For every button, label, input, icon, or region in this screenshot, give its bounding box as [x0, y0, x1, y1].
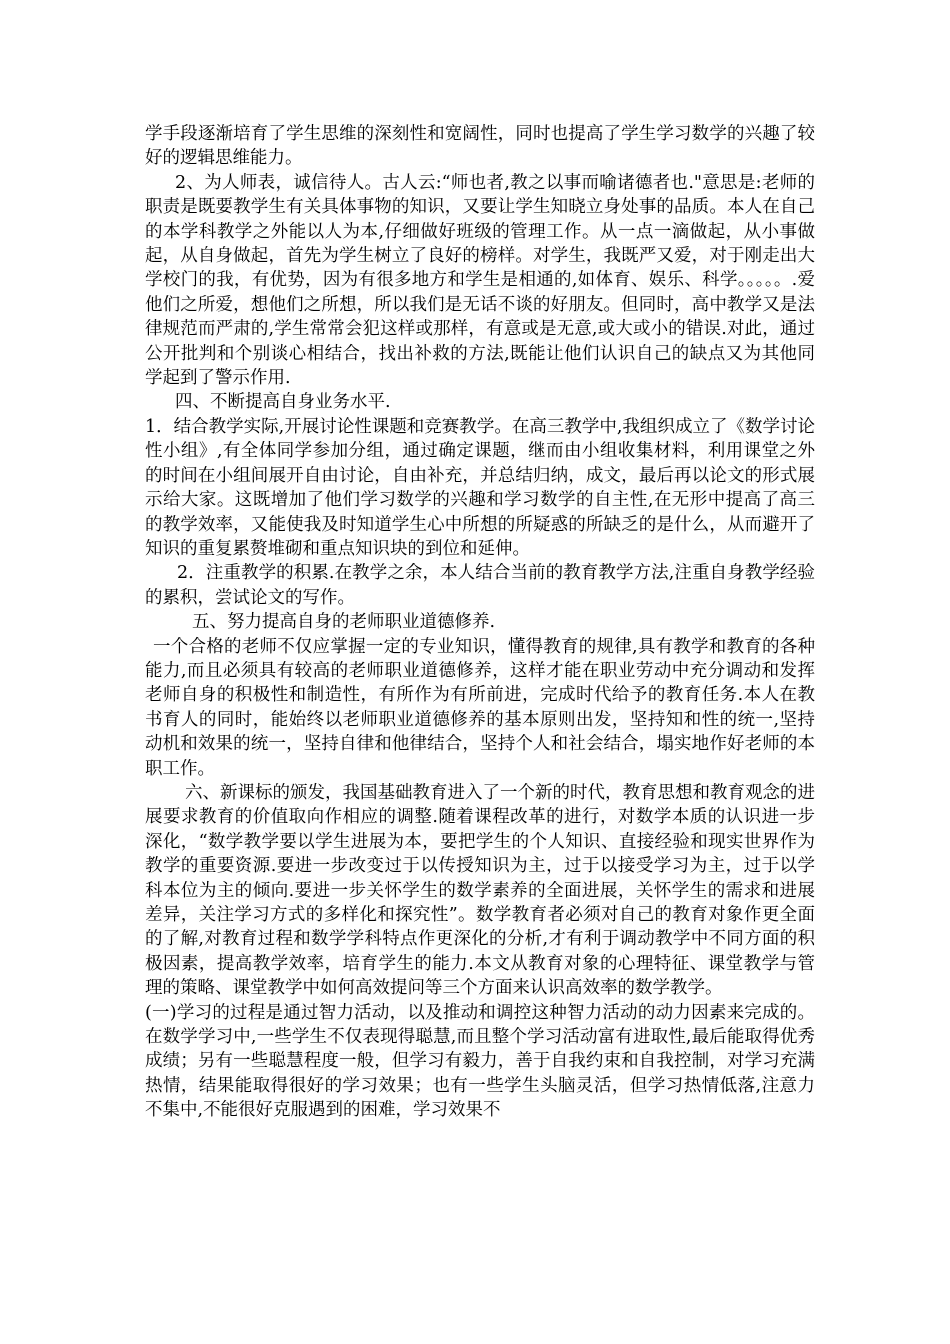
paragraph-section-4-item-1: 1．结合教学实际,开展讨论性课题和竞赛教学。在高三教学中,我组织成立了《数学讨论性小组》,有全体同学参加分组，通过确定课题，继而由小组收集材料，利用课堂之外的时间在小组间展开自由讨论，自由补充，并总结归纳，成文，最后再以论文的形式展示给大家。这既增加了他们学习数学的兴趣和学习数学的自主性,在无形中提高了高三的教学效率，又能使我及时知道学生心中所想的所疑惑的所缺乏的是什么，从而避开了知识的重复累赘堆砌和重点知识块的到位和延伸。 — [145, 416, 815, 559]
paragraph-section-5-body: 一个合格的老师不仅应掌握一定的专业知识，懂得教育的规律,具有教学和教育的各种能力,而且必须具有较高的老师职业道德修养，这样才能在职业劳动中充分调动和发挥老师自身的积极性和制造性，有所作为有所前进，完成时代给予的教育任务.本人在教书育人的同时，能始终以老师职业道德修养的基本原则出发，坚持知和性的统一,坚持动机和效果的统一，坚持自律和他律结合，坚持个人和社会结合，塌实地作好老师的本职工作。 — [145, 636, 815, 779]
document-body — [145, 122, 815, 1123]
section-heading-5: 五、努力提高自身的老师职业道德修养. — [192, 612, 496, 633]
paragraph-continuation: 学手段逐渐培育了学生思维的深刻性和宽阔性，同时也提高了学生学习数学的兴趣了较好的逻辑思维能力。 — [145, 124, 815, 169]
paragraph-section-6-body: 六、新课标的颁发，我国基础教育进入了一个新的时代，教育思想和教育观念的进展要求教育的价值取向作相应的调整.随着课程改革的进行，对数学本质的认识进一步深化，“数学教学要以学生进展为本，要把学生的个人知识、直接经验和现实世界作为教学的重要资源.要进一步改变过于以传授知识为主，过于以接受学习为主，过于以学科本位为主的倾向.要进一步关怀学生的数学素养的全面进展，关怀学生的需求和进展差异，关注学习方式的多样化和探究性”。数学教育者必须对自己的教育对象作更全面的了解,对教育过程和数学学科特点作更深化的分析,才有利于调动教学中不同方面的积极因素，提高教学效率，培育学生的能力.本文从教育对象的心理特征、课堂教学与管理的策略、课堂教学中如何高效提问等三个方面来认识高效率的数学教学。 — [145, 782, 815, 999]
paragraph-section-4-item-2: 2．注重教学的积累.在教学之余，本人结合当前的教育教学方法,注重自身教学经验的累积，尝试论文的写作。 — [145, 563, 815, 608]
paragraph-subsection-1: (一)学习的过程是通过智力活动，以及推动和调控这种智力活动的动力因素来完成的。在数学学习中,一些学生不仅表现得聪慧,而且整个学习活动富有进取性,最后能取得优秀成绩；另有一些聪慧程度一般，但学习有毅力，善于自我约束和自我控制，对学习充满热情，结果能取得很好的学习效果；也有一些学生头脑灵活，但学习热情低落,注意力不集中,不能很好克服遇到的困难，学习效果不 — [145, 1002, 815, 1121]
paragraph-section-3-item-2: 2、为人师表，诚信待人。古人云:“师也者,教之以事而喻诸德者也."意思是:老师的职责是既要教学生有关具体事物的知识，又要让学生知晓立身处事的品质。本人在自己的本学科教学之外能以人为本,仔细做好班级的管理工作。从一点一滴做起，从小事做起，从自身做起，首先为学生树立了良好的榜样。对学生，我既严又爱，对于刚走出大学校门的我，有优势，因为有很多地方和学生是相通的,如体育、娱乐、科学。。。。。.爱他们之所爱，想他们之所想，所以我们是无话不谈的好朋友。但同时，高中教学又是法律规范而严肃的,学生常常会犯这样或那样，有意或是无意,或大或小的错误.对此，通过公开批判和个别谈心相结合，找出补救的方法,既能让他们认识自己的缺点又为其他同学起到了警示作用. — [145, 172, 815, 389]
section-heading-4: 四、不断提高自身业务水平. — [175, 392, 391, 413]
